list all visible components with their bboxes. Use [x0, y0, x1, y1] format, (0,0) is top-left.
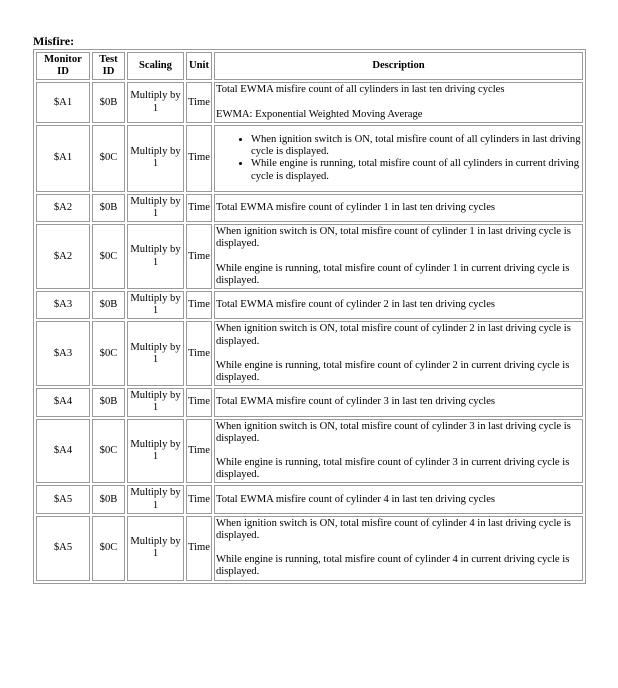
monitor-id-cell: $A3	[36, 321, 90, 386]
description-list-item: • When ignition switch is ON, total misfire count of all cylinders in last driving cycle is displayed.	[251, 134, 581, 158]
test-id-cell: $0B	[92, 194, 125, 222]
description-paragraph: Total EWMA misfire count of cylinder 1 in last ten driving cycles	[216, 201, 496, 213]
description-list	[216, 134, 581, 183]
description-list-item: • While engine is running, total misfire count of all cylinders in current driving cycle is displayed.	[251, 158, 581, 182]
table-row	[36, 419, 583, 484]
description-cell	[214, 291, 583, 319]
description-cell	[214, 125, 583, 192]
monitor-id-cell: $A2	[36, 224, 90, 289]
scaling-cell: Multiply by 1	[127, 291, 184, 319]
test-id-cell: $0B	[92, 82, 125, 122]
scaling-cell: Multiply by 1	[127, 194, 184, 222]
test-id-cell: $0C	[92, 321, 125, 386]
monitor-id-cell: $A1	[36, 82, 90, 122]
table-body	[36, 82, 583, 580]
unit-cell: Time	[186, 321, 212, 386]
table-row	[36, 291, 583, 319]
description-paragraph: When ignition switch is ON, total misfire count of cylinder 4 in last driving cycle is displayed.	[216, 517, 571, 542]
monitor-id-cell: $A1	[36, 125, 90, 192]
scaling-cell: Multiply by 1	[127, 82, 184, 122]
table-row	[36, 125, 583, 192]
monitor-id-cell: $A4	[36, 419, 90, 484]
description-paragraph: While engine is running, total misfire count of cylinder 2 in current driving cycle is displayed.	[216, 359, 570, 384]
description-paragraph: While engine is running, total misfire count of cylinder 3 in current driving cycle is displayed.	[216, 457, 570, 481]
document	[33, 34, 586, 584]
header-description: Description	[214, 52, 583, 80]
description-paragraph: Total EWMA misfire count of cylinder 3 in last ten driving cycles	[216, 396, 496, 408]
description-paragraph: When ignition switch is ON, total misfire count of cylinder 1 in last driving cycle is displayed.	[216, 226, 571, 250]
table-row	[36, 516, 583, 581]
description-paragraph: When ignition switch is ON, total misfire count of cylinder 3 in last driving cycle is displayed.	[216, 420, 571, 444]
paragraph-gap	[216, 251, 581, 263]
monitor-id-cell: $A4	[36, 388, 90, 416]
table-caption: Misfire:	[33, 34, 75, 48]
unit-cell: Time	[186, 419, 212, 484]
test-id-cell: $0C	[92, 125, 125, 192]
unit-cell: Time	[186, 388, 212, 416]
description-paragraph: EWMA: Exponential Weighted Moving Average	[216, 108, 423, 120]
test-id-cell: $0B	[92, 291, 125, 319]
table-row	[36, 485, 583, 513]
monitor-id-cell: $A3	[36, 291, 90, 319]
scaling-cell: Multiply by 1	[127, 419, 184, 484]
description-cell	[214, 485, 583, 513]
description-cell	[214, 516, 583, 581]
monitor-id-cell: $A2	[36, 194, 90, 222]
paragraph-gap	[216, 348, 581, 360]
table-row	[36, 224, 583, 289]
description-cell	[214, 194, 583, 222]
header-scaling: Scaling	[127, 52, 184, 80]
description-paragraph: Total EWMA misfire count of all cylinders in last ten driving cycles	[216, 84, 505, 96]
paragraph-gap	[216, 445, 581, 457]
table-row	[36, 82, 583, 122]
unit-cell: Time	[186, 82, 212, 122]
unit-cell: Time	[186, 485, 212, 513]
description-cell	[214, 82, 583, 122]
header-monitor-id: Monitor ID	[36, 52, 90, 80]
header-test-id: Test ID	[92, 52, 125, 80]
description-paragraph: While engine is running, total misfire count of cylinder 4 in current driving cycle is displayed.	[216, 554, 570, 578]
test-id-cell: $0C	[92, 516, 125, 581]
test-id-cell: $0C	[92, 419, 125, 484]
scaling-cell: Multiply by 1	[127, 224, 184, 289]
header-row	[36, 52, 583, 80]
scaling-cell: Multiply by 1	[127, 125, 184, 192]
test-id-cell: $0C	[92, 224, 125, 289]
description-paragraph: Total EWMA misfire count of cylinder 4 in last ten driving cycles	[216, 493, 496, 505]
scaling-cell: Multiply by 1	[127, 388, 184, 416]
description-paragraph: Total EWMA misfire count of cylinder 2 in last ten driving cycles	[216, 299, 496, 311]
scaling-cell: Multiply by 1	[127, 321, 184, 386]
table-row	[36, 321, 583, 386]
monitor-id-cell: $A5	[36, 516, 90, 581]
table-row	[36, 194, 583, 222]
description-cell	[214, 224, 583, 289]
scaling-cell: Multiply by 1	[127, 516, 184, 581]
monitor-id-cell: $A5	[36, 485, 90, 513]
description-cell	[214, 388, 583, 416]
unit-cell: Time	[186, 125, 212, 192]
unit-cell: Time	[186, 224, 212, 289]
table-row	[36, 388, 583, 416]
misfire-table	[33, 49, 586, 584]
unit-cell: Time	[186, 291, 212, 319]
scaling-cell: Multiply by 1	[127, 485, 184, 513]
header-unit: Unit	[186, 52, 212, 80]
unit-cell: Time	[186, 516, 212, 581]
test-id-cell: $0B	[92, 485, 125, 513]
description-paragraph: When ignition switch is ON, total misfire count of cylinder 2 in last driving cycle is displayed.	[216, 323, 571, 347]
description-cell	[214, 321, 583, 386]
paragraph-gap	[216, 542, 581, 554]
description-cell	[214, 419, 583, 484]
description-paragraph: While engine is running, total misfire count of cylinder 1 in current driving cycle is displayed.	[216, 262, 570, 286]
unit-cell: Time	[186, 194, 212, 222]
test-id-cell: $0B	[92, 388, 125, 416]
paragraph-gap	[216, 97, 581, 109]
